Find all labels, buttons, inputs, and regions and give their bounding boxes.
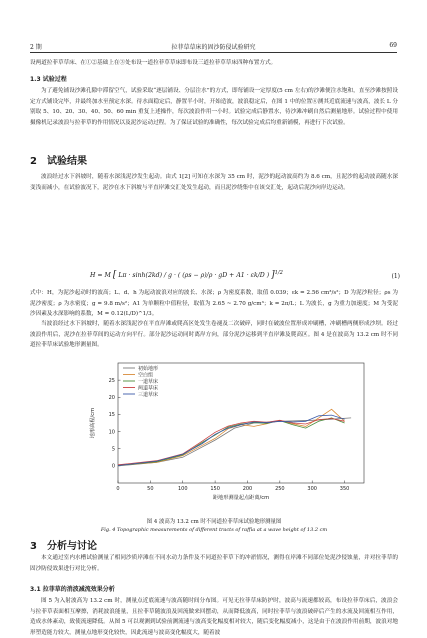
x-tick-label: 100 — [177, 486, 188, 492]
legend-label-1: 初始地形 — [138, 365, 159, 372]
x-tick-label: 50 — [147, 486, 154, 492]
y-tick-label: 15 — [108, 412, 115, 419]
paragraph-3: 本文通过室内水槽试验测量了相同沙质岸滩在不同水动力条件及不同道拉菲草下的冲淤情况，测得在岸滩不同部位处泥沙侵蚀量，并对拉菲草的固沙防侵效果进行对比分析。 — [30, 555, 398, 572]
equation-mid: = M — [97, 272, 111, 280]
y-tick-label: 5 — [111, 446, 115, 453]
legend-label-2: 空白组 — [138, 372, 154, 379]
paragraph-2c: 当波浪经过水下斜坡时，随着水深浅泥沙在平直岸滩或爬高区处发生卷褪及二次破碎，同时在破波位置形成冲刷槽，冲刷槽两侧形成沙坝。经过波浪作用后，泥沙在拉菲草间的运动方向平行。部分泥沙运动同时离岸方向，部分泥沙运移到平直岸滩及爬高区。图 4 是在波高为 13.2 cm 时不同道拉菲草床试验地形测量图。 — [30, 321, 398, 349]
equation-expression: Lπ · sinh(2kd) / g · ( (ρs − ρ)/ρ · gD + A1 · εk/D ) — [118, 272, 270, 280]
figure-caption-english: Fig. 4 Topographic measurements of different tracts of raffia at a wave height of 13.2 cm — [100, 527, 328, 533]
section-2-title: 试验结果 — [46, 156, 87, 167]
x-tick-label: 200 — [242, 486, 253, 492]
y-tick-label: 0 — [111, 463, 115, 470]
y-tick-label: 10 — [108, 429, 115, 436]
y-tick-label: 25 — [108, 377, 115, 384]
subsection-1-3-heading: 1.3 试验过程 — [30, 76, 67, 83]
series-line-2 — [118, 409, 345, 465]
legend-label-4: 两道草床 — [138, 385, 159, 392]
legend-label-5: 三道草床 — [138, 391, 159, 398]
section-2-number: 2 — [30, 156, 37, 167]
subsection-3-1-heading: 3.1 拉菲草的消波减流效果分析 — [30, 586, 115, 593]
x-tick-label: 0 — [116, 486, 120, 492]
section-3-title: 分析与讨论 — [46, 541, 97, 552]
equation-number: (1) — [391, 273, 400, 280]
paragraph-2b: 式中：H，为泥沙起动时的波高；L、d、h 为起动波浪对应的波长、水深；ρ 为密度系数，取值 0.039；εk = 2.56 cm³/s²；D 为泥沙粒径；ρs 为泥沙密度；ρ 为水密度；g = 9.8 m/s²；A1 为单颗粒中值粒径，取值为 2.65 ~ 2.70 g/cm³；k = 2π/L；L 为波长，g 为重力加速度；M 为受泥沙因素及水深影响的系数，M = 0.12(L/D)^1/3。 — [30, 290, 398, 318]
section-3-number: 3 — [30, 541, 37, 552]
equation-1 — [90, 266, 400, 288]
section-2-heading — [30, 152, 87, 167]
equation-lhs: H — [90, 272, 96, 280]
intro-line: 设两道拉菲草草床、在①②基础上在③处布设一道拉菲草草床即布设三道拉菲草草床四种布置方式。 — [30, 60, 277, 66]
x-tick-label: 300 — [307, 486, 317, 492]
x-tick-label: 150 — [210, 486, 220, 492]
y-tick-label: 20 — [108, 395, 115, 402]
header-issue: 2 期 — [30, 44, 42, 51]
section-3-heading — [30, 537, 97, 552]
equation-exponent: 1/2 — [274, 270, 283, 276]
paragraph-3-1: 图 5 为入射波高为 13.2 cm 时，测量点近底流速与波高随时间分布图。可见无拉菲草床防护时，波高与流速都较高，布设拉菲草床后，波浪会与拉菲草表面相互摩擦，消耗波浪能量，且拉菲草随波浪及回流做来回摆动，从而降低波高，同时拉菲草与波浪破碎后产生的水流及回流相互作用，造成水体紊动，致使流速降低。从图 5 可以观测到试验前测流速与波高变化幅度相对较大，随后变化幅度减小，这是由于在波浪作用前期，波浪对地形塑造能力较大，测量点地形变化较快，因此流速与波高变化幅度大，随着波 — [30, 598, 398, 636]
header-title: 拉菲草草床的固沙防侵试验研究 — [171, 44, 256, 51]
x-tick-label: 350 — [339, 486, 350, 492]
paragraph-2a: 波浪经过水下斜坡时，随着水深浅泥沙发生起动。由式 1[2] 可知在水深为 35 cm 时，泥沙的起动波高约为 8.6 cm，且泥沙的起动波高随水深变浅而减小，在试验波况下，泥沙在水下斜坡与平直岸滩交汇处发生起动，而且泥沙绕集中在该交汇处，起动后泥沙向岸边运动。 — [30, 174, 398, 191]
equation-body: H = M [ Lπ · sinh(2kd) / g · ( (ρs − ρ)/ρ · gD + A1 · εk/D ) ]$^{1/2}$ — [90, 270, 283, 281]
figure-4 — [84, 357, 374, 512]
x-axis-label: 距地形测量起点距离/cm — [212, 495, 270, 501]
paragraph-1-3: 为了避免铺设沙滩孔隙中滞留空气，试验采取“逐层铺设、分层注水”的方式，即每铺设一定厚度(5 cm 左右)的沙滩便注水饱和，直至沙滩按照设定方式铺设完毕，并最终加水至预定水深。待水面稳定后，静置半小时，开始造波，波浪稳定后，在图 1 中的位置⑥测其近底流速与波高，波长 L 分别取 5、10、20、30、40、50、60 min 重复上述操作，每次波浪作用一小时。试验完成后静置水，待沙滩冲刷自然后测量地形。试验过程中使用摄像机记录波浪与拉菲草的作用情况以及泥沙运动过程。为了保证试验的准确性，每次试验完成后均重新铺模，再进行下次试验。 — [30, 88, 398, 126]
figure-caption: 图 4 波高为 13.2 cm 时不同道拉菲草床试验地形测量图 — [146, 519, 282, 525]
y-axis-label: 地形高程/cm — [90, 407, 96, 439]
header-page-number: 69 — [389, 42, 397, 49]
legend-label-3: 一道草床 — [138, 378, 159, 385]
running-header — [30, 42, 397, 53]
x-tick-label: 250 — [275, 486, 285, 492]
topography-chart — [84, 357, 374, 512]
series-line-1 — [118, 418, 351, 466]
